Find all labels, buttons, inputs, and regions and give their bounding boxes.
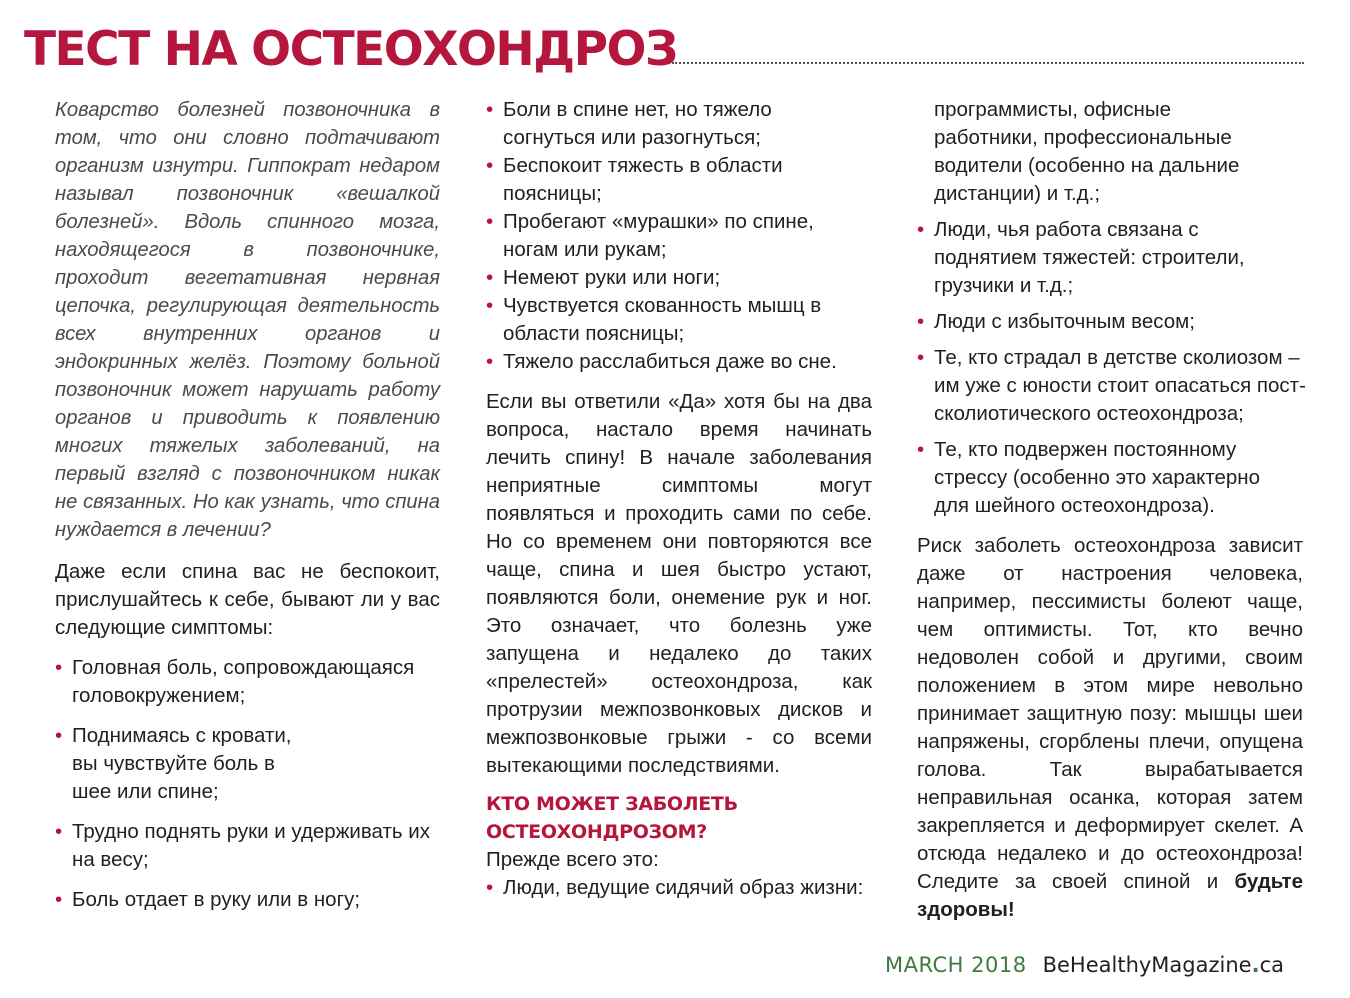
- page-footer: [885, 953, 1284, 977]
- list-item: • Те, кто подвержен постоянному стрессу (особенно это характерно для шейного остеохондроза).: [917, 436, 1299, 520]
- risk-subhead: [486, 790, 872, 846]
- risk-groups-list: [917, 216, 1306, 520]
- list-item: • Беспокоит тяжесть в области поясницы;: [486, 152, 823, 208]
- list-item: • Тяжело расслабиться даже во сне.: [486, 348, 872, 376]
- list-item: • Боль отдает в руку или в ногу;: [55, 886, 440, 914]
- symptoms-list-1: [55, 654, 440, 914]
- page-title: ТЕСТ НА ОСТЕОХОНДРОЗ: [24, 22, 677, 77]
- first-of-all: Прежде всего это:: [486, 848, 659, 871]
- list-item: • Трудно поднять руки и удерживать их на весу;: [55, 818, 432, 874]
- list-item: • Немеют руки или ноги;: [486, 264, 872, 292]
- list-item: • Боли в спине нет, но тяжело согнуться или разогнуться;: [486, 96, 803, 152]
- issue-date: MARCH 2018: [884, 953, 1027, 977]
- intro-paragraph: Коварство болезней позвоночника в том, что они словно подтачивают организм изнутри. Гиппократ недаром называл позвоночник «вешалкой болезней». Вдоль спинного мозга, находящегося в позвоночнике, проходит вегетативная нервная цепочка, регулирующая деятельность всех внутренних органов и эндокринных желёз. Поэтому больной позвоночник может нарушать работу органов и приводить к появлению многих тяжелых заболеваний, на первый взгляд с позвоночником никак не связанных. Но как узнать, что спина нуждается в лечении?: [55, 99, 440, 541]
- column-2: [486, 96, 872, 902]
- title-dotted-rule: [672, 62, 1304, 64]
- site-dot: .: [1251, 953, 1260, 977]
- column-1: [55, 96, 440, 926]
- list-item: • Люди с избыточным весом;: [917, 308, 1303, 336]
- list-item: • Люди, ведущие сидячий образ жизни:: [486, 874, 872, 902]
- diagnosis-paragraph: Если вы ответили «Да» хотя бы на два вопроса, настало время начинать лечить спину! В начале заболевания неприятные симптомы могут появляться и проходить сами по себе. Но со временем они повторяются все чаще, спина и шея быстро устают, появляются боли, онемение рук и ног. Это означает, что болезнь уже запущена и недалеко до таких «прелестей» остеохондроза, как протрузии межпозвонковых дисков и межпозвонковые грыжи - со всеми вытекающими последствиями.: [486, 390, 872, 777]
- site-tld: ca: [1259, 953, 1284, 977]
- closing-bold: будьте здоровы!: [917, 870, 1303, 921]
- list-item: • Те, кто страдал в детстве сколиозом – им уже с юности стоит опасаться пост-сколиотического остеохондроза;: [917, 344, 1306, 428]
- list-item: • Поднимаясь с кровати, вы чувствуйте боль в шее или спине;: [55, 722, 312, 806]
- symptoms-list-2: [486, 96, 872, 376]
- list-item: • Головная боль, сопровождающаяся головокружением;: [55, 654, 440, 710]
- list-item: • Чувствуется скованность мышц в области поясницы;: [486, 292, 833, 348]
- mood-paragraph: [917, 532, 1303, 924]
- risk-continuation: программисты, офисные работники, профессиональные водители (особенно на дальние дистанции) и т.д.;: [934, 98, 1240, 205]
- risk-subhead-line: ОСТЕОХОНДРОЗОМ?: [486, 821, 707, 843]
- symptoms-lead: Даже если спина вас не беспокоит, прислушайтесь к себе, бывают ли у вас следующие симптомы:: [55, 560, 440, 639]
- risk-subhead-line: КТО МОЖЕТ ЗАБОЛЕТЬ: [486, 793, 738, 815]
- list-item: • Пробегают «мурашки» по спине, ногам или рукам;: [486, 208, 853, 264]
- site-name: BeHealthyMagazine: [1042, 953, 1252, 977]
- mood-paragraph-text: Риск заболеть остеохондроза зависит даже от настроения человека, например, пессимисты болеют чаще, чем оптимисты. Тот, кто вечно недоволен собой и другими, своим положением в этом мире невольно принимает защитную позу: мышцы шеи напряжены, сгорблены плечи, опущена голова. Так вырабатывается неправильная осанка, которая затем закрепляется и деформирует скелет. А отсюда недалеко и до остеохондроза! Следите за своей спиной и: [917, 534, 1303, 893]
- column-3: [917, 96, 1306, 924]
- risk-list-start: [486, 874, 872, 902]
- list-item: • Люди, чья работа связана с поднятием тяжестей: строители, грузчики и т.д.;: [917, 216, 1279, 300]
